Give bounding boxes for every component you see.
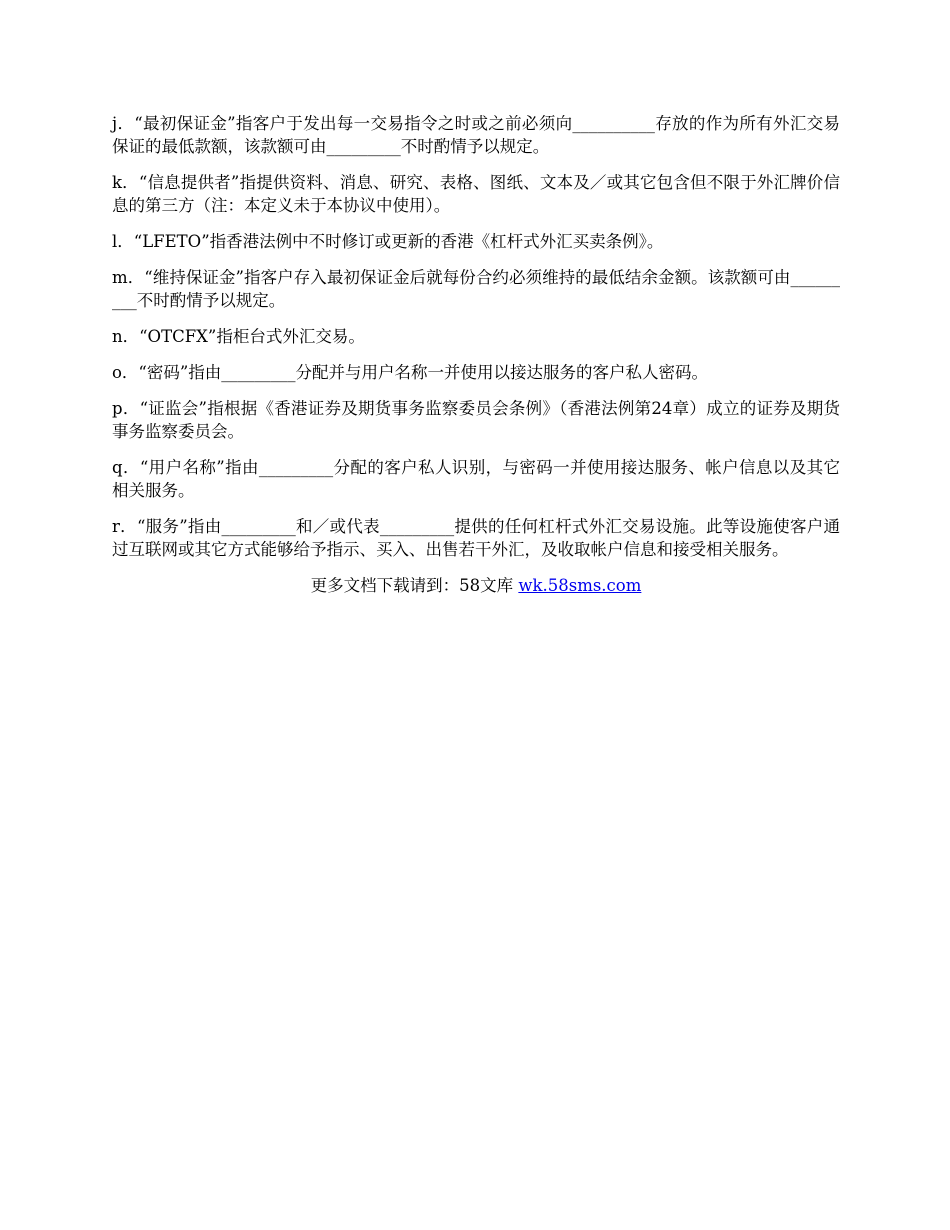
definition-j: j．“最初保证金”指客户于发出每一交易指令之时或之前必须向__________存放的作为所有外汇交易保证的最低款额，该款额可由_________不时酌情予以规定。 xyxy=(112,114,840,156)
download-footer xyxy=(112,574,840,597)
document-page xyxy=(112,112,840,597)
definition-r: r．“服务”指由_________和／或代表_________提供的任何杠杆式外汇交易设施。此等设施使客户通过互联网或其它方式能够给予指示、买入、出售若干外汇，及收取帐户信息和接受相关服务。 xyxy=(112,517,840,559)
definition-p: p．“证监会”指根据《香港证券及期货事务监察委员会条例》（香港法例第24章）成立的证券及期货事务监察委员会。 xyxy=(112,399,840,441)
definition-k: k．“信息提供者”指提供资料、消息、研究、表格、图纸、文本及／或其它包含但不限于外汇牌价信息的第三方（注：本定义未于本协议中使用）。 xyxy=(112,173,840,215)
definition-o: o．“密码”指由_________分配并与用户名称一并使用以接达服务的客户私人密码。 xyxy=(112,363,709,382)
footer-link[interactable]: wk.58sms.com xyxy=(518,576,642,595)
definition-l: l．“LFETO”指香港法例中不时修订或更新的香港《杠杆式外汇买卖条例》。 xyxy=(112,232,664,251)
definition-n: n．“OTCFX”指柜台式外汇交易。 xyxy=(112,327,365,346)
definition-m: m．“维持保证金”指客户存入最初保证金后就每份合约必须维持的最低结余金额。该款额可由_________不时酌情予以规定。 xyxy=(112,268,840,310)
footer-text: 更多文档下载请到：58文库 xyxy=(310,576,514,595)
definition-q: q．“用户名称”指由_________分配的客户私人识别，与密码一并使用接达服务、帐户信息以及其它相关服务。 xyxy=(112,458,840,500)
